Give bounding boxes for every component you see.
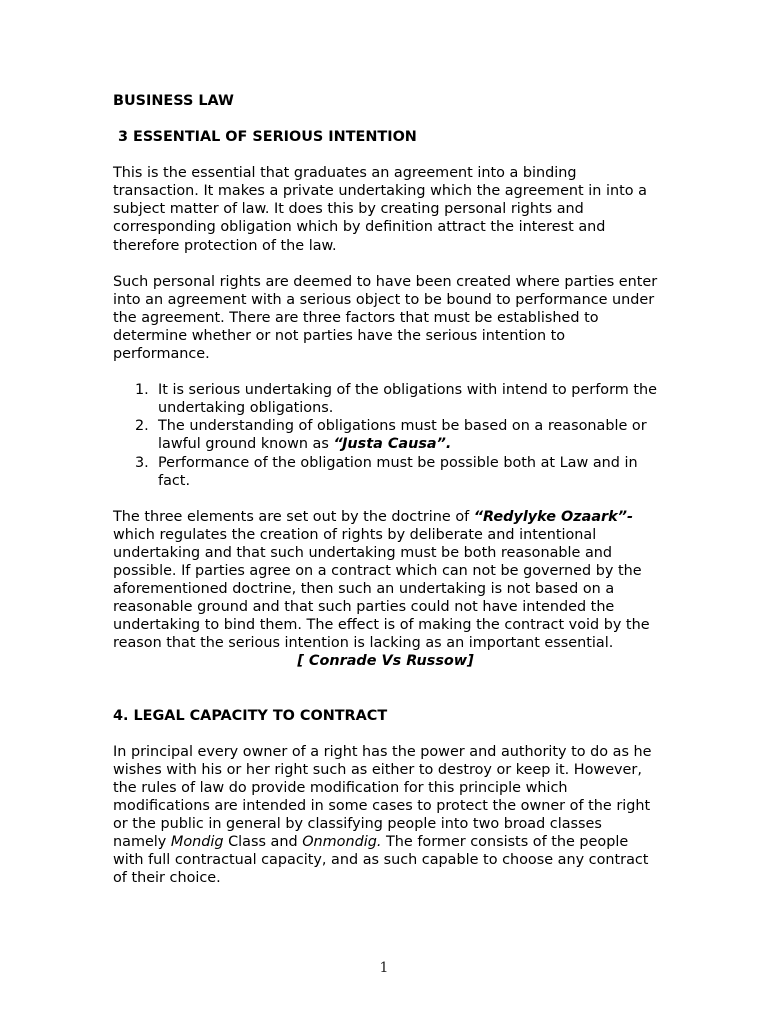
onmondig-term: Onmondig. [302,834,382,851]
list-text: Performance of the obligation must be possible both at Law and in fact. [158,454,638,489]
paragraph-rest: which regulates the creation of rights by deliberate and intentional undertaking and that such undertaking must be both reasonable and possible. If parties agree on a contract which can not be governed by the aforementioned doctrine, then such an undertaking is not based on a reasonable ground and that such parties could not have intended the undertaking to bind them. The effect is of making the contract void by the reason that the serious intention is lacking as an important essential. [113,526,650,652]
section-3-heading: 3 ESSENTIAL OF SERIOUS INTENTION [113,129,417,146]
document-title: BUSINESS LAW [113,93,234,109]
list-text: It is serious undertaking of the obligations with intend to perform the undertaking obligations. [158,382,657,417]
doctrine-term: “Redylyke Ozaark”- [473,508,633,525]
paragraph-lead: The three elements are set out by the doctrine of [113,508,474,525]
serious-intention-factors-list [113,381,658,490]
page-number: 1 [379,960,389,976]
list-number: 3. [135,454,149,471]
paragraph-part: The former consists of the people with full contractual capacity, and as such capable to choose any contract of their choice. [113,834,649,887]
document-body [113,92,658,887]
list-item [113,381,658,417]
section-3-paragraph-3 [113,508,658,653]
section-4-paragraph-1 [113,743,658,888]
list-item [113,454,658,490]
list-item [113,417,658,453]
mondig-term: Mondig [170,834,224,851]
section-4-heading: 4. LEGAL CAPACITY TO CONTRACT [113,707,388,724]
justa-causa-term: “Justa Causa”. [333,436,452,453]
case-citation: [ Conrade Vs Russow] [297,653,474,670]
list-number: 1. [135,382,149,399]
list-text: The understanding of obligations must be based on a reasonable or lawful ground known as [158,418,647,453]
paragraph-part: Class and [223,834,303,851]
paragraph-part: In principal every owner of a right has the power and authority to do as he wishes with his or her right such as either to destroy or keep it. However, the rules of law do provide modification for this principle which modifications are intended in some cases to protect the owner of the right or the public in general by classifying people into two broad classes namely [113,743,652,851]
section-3-paragraph-1: This is the essential that graduates an agreement into a binding transaction. It makes a private undertaking which the agreement in into a subject matter of law. It does this by creating personal rights and corresponding obligation which by definition attract the interest and therefore protection of the law. [113,165,647,254]
list-number: 2. [135,418,149,435]
section-3-paragraph-2: Such personal rights are deemed to have been created where parties enter into an agreement with a serious object to be bound to performance under the agreement. There are three factors that must be established to determine whether or not parties have the serious intention to performance. [113,273,658,363]
